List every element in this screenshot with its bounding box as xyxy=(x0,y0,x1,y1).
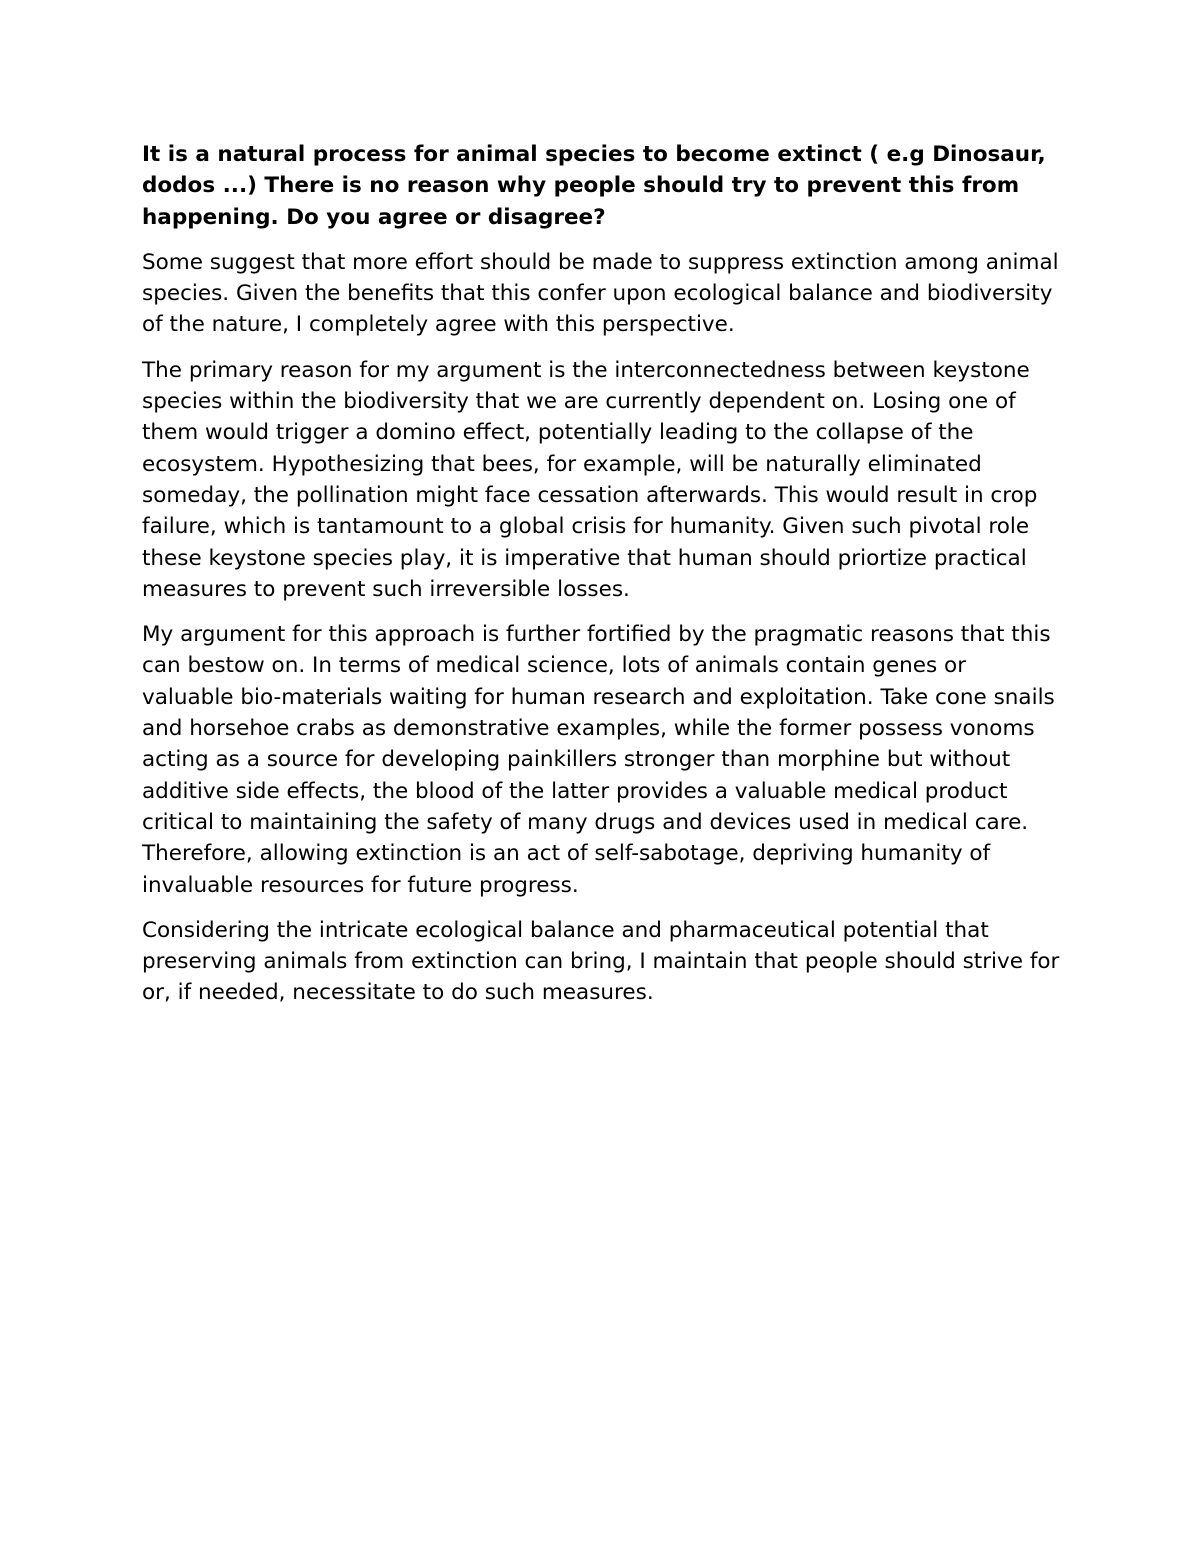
paragraph-introduction: Some suggest that more effort should be made to suppress extinction among animal species. Given the benefits that this confer upon ecological balance and biodiversity of the nature, I completely agree with this perspective. xyxy=(142,249,1059,338)
paragraph-body-medical: My argument for this approach is further fortified by the pragmatic reasons that this can bestow on. In terms of medical science, lots of animals contain genes or valuable bio-materials waiting for human research and exploitation. Take cone snails and horsehoe crabs as demonstrative examples, while the former possess vonoms acting as a source for developing painkillers stronger than morphine but without additive side effects, the blood of the latter provides a valuable medical product critical to maintaining the safety of many drugs and devices used in medical care. Therefore, allowing extinction is an act of self-sabotage, depriving humanity of invaluable resources for future progress. xyxy=(142,622,1055,898)
paragraph-conclusion: Considering the intricate ecological balance and pharmaceutical potential that preserving animals from extinction can bring, I maintain that people should strive for or, if needed, necessitate to do such measures. xyxy=(142,917,1060,1006)
document-body xyxy=(142,139,1062,1023)
paragraph-body-ecology: The primary reason for my argument is the interconnectedness between keystone species within the biodiversity that we are currently dependent on. Losing one of them would trigger a domino effect, potentially leading to the collapse of the ecosystem. Hypothesizing that bees, for example, will be naturally eliminated someday, the pollination might face cessation afterwards. This would result in crop failure, which is tantamount to a global crisis for humanity. Given such pivotal role these keystone species play, it is imperative that human should priortize practical measures to prevent such irreversible losses. xyxy=(142,357,1038,602)
essay-prompt: It is a natural process for animal species to become extinct ( e.g Dinosaur, dodos ...) There is no reason why people should try to prevent this from happening. Do you agree or disagree? xyxy=(142,142,1046,230)
